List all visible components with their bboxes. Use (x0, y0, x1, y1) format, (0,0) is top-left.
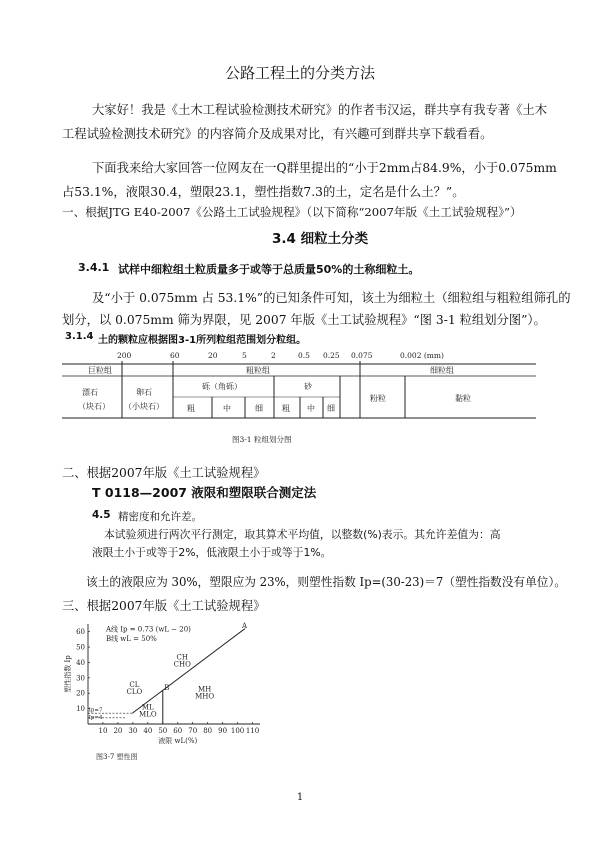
intro-line-1: 大家好！我是《土木工程试验检测技术研究》的作者韦汉运，群共享有我专著《土木 (92, 103, 547, 117)
grain-figure-caption: 图3-1 粒组划分图 (232, 435, 292, 444)
clause-3-1-4-number: 3.1.4 (65, 331, 94, 342)
zone-cl: CL (129, 681, 140, 690)
ip4-label: Ip=4 (88, 715, 103, 722)
sand-fine: 细 (327, 404, 335, 413)
zone-clo: CLO (126, 688, 143, 696)
zone-mho: MHO (195, 692, 215, 701)
x-tick-label: 90 (218, 727, 228, 735)
clay-label: 黏粒 (455, 394, 471, 403)
sand-medium: 中 (307, 404, 315, 413)
x-tick-label: 80 (203, 727, 213, 735)
zone-mlo: MLO (139, 710, 157, 719)
x-tick-label: 100 (230, 727, 245, 735)
clause-3-1-4-text: 土的颗粒应根据图3-1所列粒组范围划分粒组。 (98, 335, 307, 346)
scale-label: 0.002 (mm) (400, 351, 444, 360)
page-title: 公路工程土的分类方法 (224, 64, 375, 82)
group-giant: 巨粒组 (88, 366, 112, 375)
grain-size-figure (60, 348, 540, 448)
x-axis-label: 液限 wL(%) (158, 737, 198, 745)
x-tick-label: 30 (128, 727, 138, 735)
scale-label: 0.5 (298, 351, 310, 360)
gravel-fine: 细 (255, 404, 263, 413)
zone-ch: CH (176, 653, 188, 662)
x-tick-label: 50 (158, 727, 168, 735)
scale-label: 60 (170, 351, 180, 360)
x-tick-label: 110 (245, 727, 260, 735)
gravel-label: 砾（角砾） (202, 382, 242, 391)
y-tick-label: 60 (76, 628, 85, 637)
x-tick-label: 20 (113, 727, 123, 735)
clause-4-5-title: 精密度和允许差。 (118, 511, 202, 523)
x-tick-label: 70 (188, 727, 198, 735)
sand-label: 砂 (304, 382, 312, 391)
limits-heading: T 0118—2007 液限和塑限联合测定法 (92, 485, 317, 500)
zone-cho: CHO (173, 660, 191, 669)
plasticity-chart-caption: 图3-7 塑性图 (96, 753, 138, 761)
cobble-label: 卵石 (136, 388, 152, 397)
scale-label: 0.25 (323, 351, 340, 360)
b-line-tag: B (164, 684, 170, 693)
x-tick-label: 10 (98, 727, 108, 735)
group-fine: 细粒组 (430, 366, 454, 375)
section-3-heading: 三、根据2007年版《土工试验规程》 (62, 599, 266, 613)
intro-line-2: 工程试验检测技术研究》的内容简介及成果对比，有兴趣可到群共享下载看看。 (62, 127, 493, 141)
zone-mh: MH (198, 685, 212, 694)
scale-label: 200 (117, 351, 132, 360)
a-line-tag: A (242, 621, 248, 630)
scale-label: 5 (242, 351, 247, 360)
ip7-label: Ip=7 (88, 707, 103, 714)
y-tick-label: 30 (76, 674, 85, 683)
limits-text-line-2: 液限土小于或等于2%，低液限土小于或等于1%。 (92, 546, 332, 559)
boulder-sub-label: （块石） (78, 402, 110, 411)
question-line-1: 下面我来给大家回答一位网友在一Q群里提出的“小于2mm占84.9%，小于0.075mm (92, 161, 557, 175)
y-axis-label: 塑性指数 Ip (64, 655, 72, 693)
clause-3-4-1-text: 试样中细粒组土粒质量多于或等于总质量50%的土称细粒土。 (118, 263, 420, 276)
x-tick-label: 40 (143, 727, 153, 735)
scale-label: 2 (271, 351, 276, 360)
limits-text-line-1: 本试验须进行两次平行测定，取其算术平均值，以整数(%)表示。其允许差值为：高 (104, 528, 501, 541)
question-line-2: 占53.1%，液限30.4，塑限23.1，塑性指数7.3的土，定名是什么土？”。 (62, 185, 465, 199)
clause-4-5-number: 4.5 (92, 509, 111, 521)
gravel-coarse: 粗 (187, 404, 195, 413)
y-tick-label: 20 (76, 689, 85, 698)
fine-soil-heading: 3.4 细粒土分类 (272, 231, 369, 247)
limits-result: 该土的液限应为 30%，塑限应为 23%，则塑性指数 Ip=(30-23)＝7（塑性指数没有单位）。 (86, 575, 567, 589)
silt-label: 粉粒 (370, 394, 386, 403)
scale-label: 20 (208, 351, 218, 360)
group-coarse: 粗粒组 (246, 366, 270, 375)
boulder-label: 漂石 (82, 388, 98, 397)
gravel-medium: 中 (223, 404, 231, 413)
sand-coarse: 粗 (282, 404, 290, 413)
cobble-sub-label: （小块石） (124, 402, 164, 411)
y-tick-label: 50 (76, 643, 85, 652)
clause-3-4-1-number: 3.4.1 (78, 261, 110, 274)
analysis-line-1: 及“小于 0.075mm 占 53.1%”的已知条件可知，该土为细粒土（细粒组与粗粒组筛孔的 (92, 291, 571, 305)
a-line-legend: A线 Ip = 0.73 (wL − 20) (105, 625, 191, 634)
zone-ml: ML (141, 703, 154, 712)
section-1-heading: 一、根据JTG E40-2007《公路土工试验规程》（以下简称“2007年版《土工试验规程》”） (62, 205, 522, 219)
x-tick-label: 60 (173, 727, 183, 735)
y-tick-label: 10 (76, 705, 85, 714)
page-number: 1 (296, 792, 304, 803)
analysis-line-2: 划分，以 0.075mm 筛为界限，见 2007 年版《土工试验规程》“图 3-1 粒组划分图”）。 (62, 313, 546, 327)
scale-label: 0.075 (351, 351, 373, 360)
b-line-legend: B线 wL = 50% (105, 634, 157, 643)
plasticity-chart (62, 612, 272, 772)
y-tick-label: 40 (76, 658, 85, 667)
section-2-heading: 二、根据2007年版《土工试验规程》 (62, 466, 266, 480)
